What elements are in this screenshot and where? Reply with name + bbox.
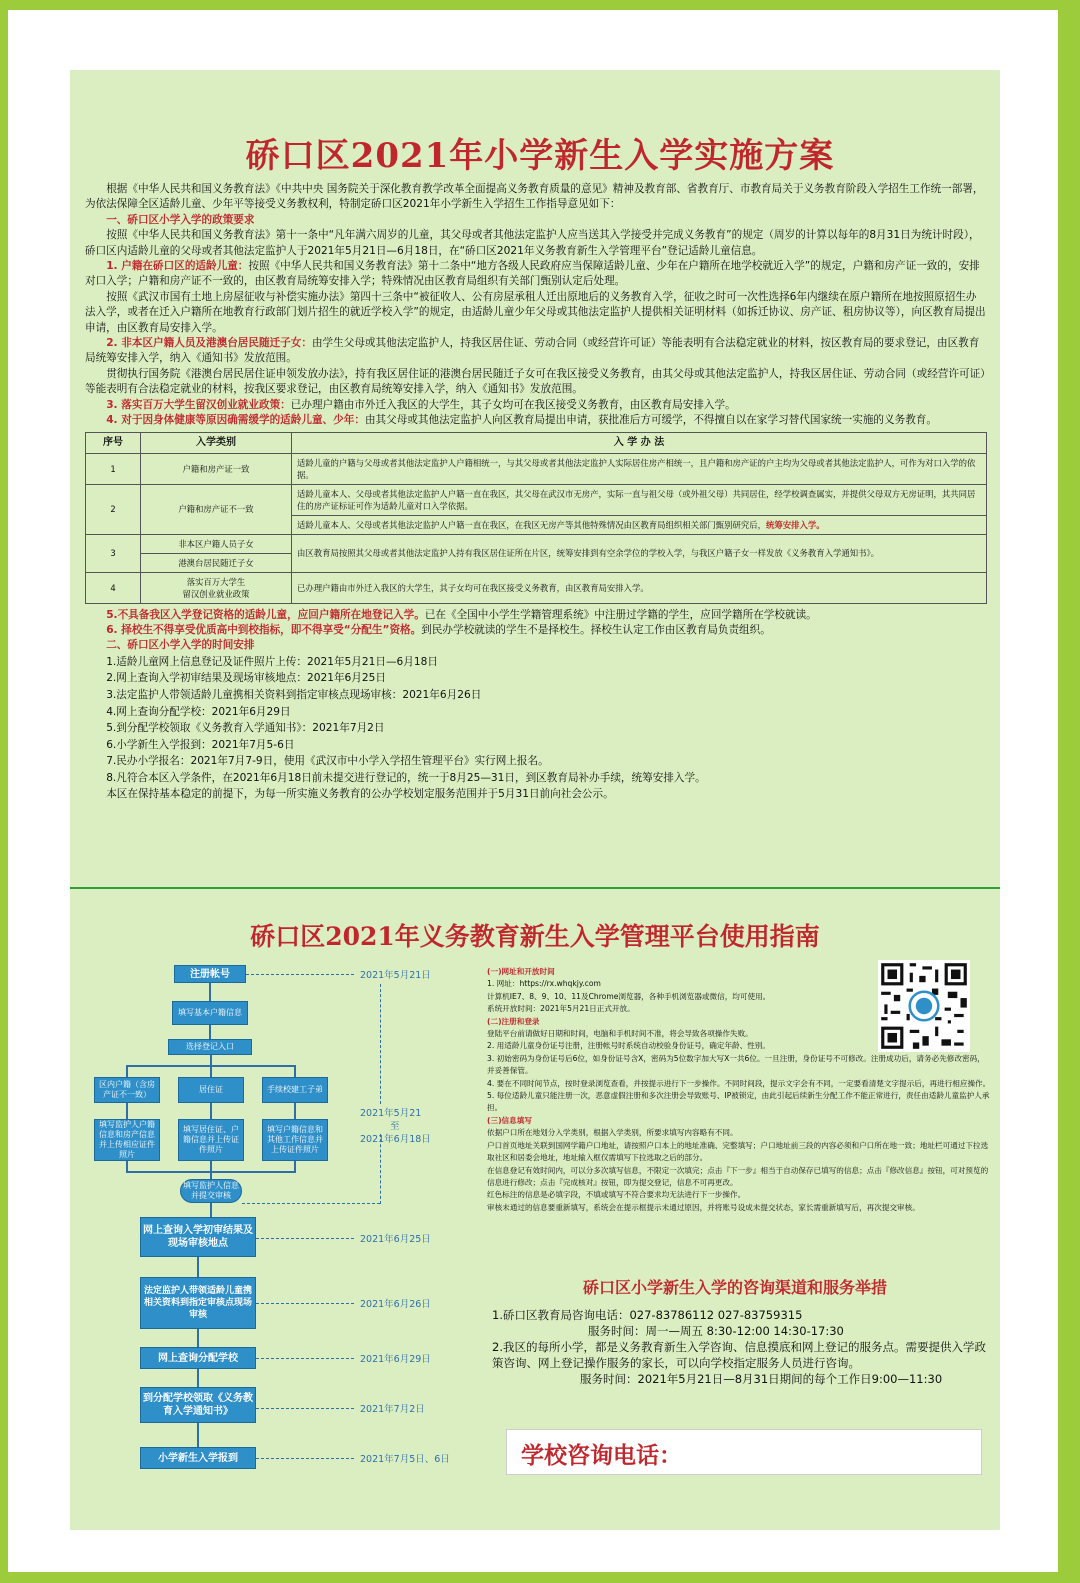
- flow-date-2b: 至: [390, 1121, 400, 1132]
- table-cell: 3: [86, 534, 141, 572]
- flow-timeline-link: [242, 1203, 380, 1204]
- schedule-list: [85, 654, 987, 803]
- flow-connector: [294, 1161, 296, 1171]
- schedule-item: 2.网上查询入学初审结果及现场审核地点：2021年6月25日: [106, 672, 386, 685]
- service-line: 服务时间：2021年5月21日—8月31日期间的每个工作日9:00—11:30: [580, 1372, 943, 1386]
- flow-date-3: 2021年6月25日: [360, 1234, 431, 1245]
- schedule-item: 1.适龄儿童网上信息登记及证件照片上传：2021年5月21日—6月18日: [106, 655, 438, 668]
- guide-text: 依据户口所在地划分入学类别，根据入学类别，所要求填写内容略有不同。: [487, 1128, 738, 1138]
- table-cell-line: 非本区户籍人员子女: [141, 535, 291, 554]
- flow-connector: [294, 1065, 296, 1077]
- guide-text: 计算机IE7、8、9、10、11及Chrome浏览器，各种手机浏览器或微信，均可使用。: [487, 991, 771, 1001]
- flow-connector: [209, 1025, 211, 1039]
- item-1: [85, 259, 987, 290]
- item-4: [85, 413, 987, 428]
- service-info: [492, 1307, 997, 1387]
- flow-connector: [209, 983, 211, 1001]
- table-cell: 由区教育局按照其父母或者其他法定监护人持有我区居住证所在片区，统筹安排到有空余学位的学校入学，与我区户籍子女一样发放《义务教育入学通知书》。: [292, 534, 987, 572]
- table-header-row: [86, 432, 987, 453]
- flow-fill-hmt: 填写户籍信息和其他工作信息并上传证件照片: [262, 1119, 328, 1161]
- guide-title: 硚口区2021年义务教育新生入学管理平台使用指南: [250, 922, 820, 951]
- flow-connector: [197, 1369, 199, 1387]
- schedule-item: 5.到分配学校领取《义务教育入学通知书》：2021年7月2日: [106, 722, 385, 735]
- service-line: 服务时间：周一—周五 8:30-12:00 14:30-17:30: [588, 1324, 844, 1338]
- page-title: 硚口区2021年小学新生入学实施方案: [245, 136, 835, 176]
- flow-connector: [210, 1065, 212, 1077]
- table-cell: 户籍和房产证不一致: [141, 484, 292, 534]
- guide-text: 户口首页地址关联到国网学籍户口地址，请按照户口本上的地址准确、完整填写；户口地址前三段的内容必须和户口所在地一致；地址栏可通过下拉选取社区和居委会地址，地址输入框仅需填写下拉选取之后的部分。: [487, 1140, 989, 1163]
- flow-register: 注册帐号: [174, 965, 246, 983]
- guide-heading-3: (三)信息填写: [487, 1115, 532, 1125]
- flow-connector: [210, 1171, 212, 1179]
- section-1-heading: 一、硚口区小学入学的政策要求: [106, 213, 255, 226]
- item-3-text: 已办理户籍由市外迁入我区的大学生，其子女均可在我区接受义务教育，由区教育局安排入学。: [290, 398, 736, 411]
- flow-date-1: 2021年5月21日: [360, 970, 431, 981]
- table-cell: 适龄儿童本人、父母或者其他法定监护人户籍一直在我区，其父母在武汉市无房产，实际一直与祖父母（或外祖父母）共同居住，经学校调查属实，并提供父母双方无房证明，其共同居住的房产证标证可作为适龄儿童对口入学依据。: [292, 484, 987, 515]
- table-row: [86, 534, 987, 572]
- flow-cat-residence: 居住证: [178, 1077, 244, 1103]
- flow-date-2a: 2021年5月21: [360, 1108, 422, 1119]
- guide-heading-1: (一)网址和开放时间: [487, 967, 555, 976]
- flow-timeline-link: [256, 1458, 354, 1459]
- flow-connector: [126, 1161, 128, 1171]
- flow-connector: [210, 1161, 212, 1171]
- table-cell-highlight: 统筹安排入学。: [766, 519, 825, 530]
- schedule-item: 4.网上查询分配学校：2021年6月29日: [106, 705, 291, 718]
- flow-date-6: 2021年7月2日: [360, 1404, 425, 1415]
- guide-text: 4. 要在不同时间节点，按时登录浏览查看，并按提示进行下一步操作。不同时间段，提示文字会有不同，一定要看清楚文字提示后，再进行相应操作。: [487, 1078, 991, 1088]
- closing-note: 本区在保持基本稳定的前提下，为每一所实施义务教育的公办学校划定服务范围并于5月31日前向社会公示。: [106, 788, 614, 801]
- school-phone-label: 学校咨询电话：: [521, 1443, 682, 1469]
- flow-query-result: 网上查询入学初审结果及现场审核地点: [140, 1217, 256, 1257]
- table-cell: [292, 515, 987, 534]
- schedule-item: 8.凡符合本区入学条件，在2021年6月18日前未提交进行登记的，统一于8月25—31日，到区教育局补办手续，统筹安排入学。: [106, 771, 706, 784]
- flow-date-5: 2021年6月29日: [360, 1354, 431, 1365]
- table-cell: 4: [86, 572, 141, 603]
- policy-document: [85, 182, 987, 803]
- qr-code-icon: [878, 960, 970, 1052]
- flow-date-4: 2021年6月26日: [360, 1299, 431, 1310]
- table-cell-text: 适龄儿童本人、父母或者其他法定监护人户籍一直在我区，在我区无房产等其他特殊情况由区教育局组织相关部门甄别研究后，: [297, 519, 766, 530]
- item-2-extra: 贯彻执行国务院《港澳台居民居住证申领发放办法》，持有我区居住证的港澳台居民随迁子女可在我区接受义务教育，由其父母或其他法定监护人，持我区居住证、劳动合同（或经营许可证）等能表明有合法稳定就业的材料，按我区要求登记，由区教育局统筹安排入学，纳入《通知书》发放范围。: [85, 367, 986, 396]
- guide-text: 3. 初始密码为身份证号后6位，如身份证号含X，密码为5位数字加大写X一共6位。一旦注册，身份证号不可修改。注册成功后，请务必先修改密码，并妥善保管。: [487, 1053, 985, 1076]
- item-5-heading: 5.不具备我区入学登记资格的适龄儿童，应回户籍所在地登记入学。: [106, 608, 425, 621]
- flow-select-entry: 选择登记入口: [168, 1039, 252, 1055]
- flow-date-2c: 2021年6月18日: [360, 1134, 431, 1145]
- flow-connector: [210, 1055, 212, 1065]
- flow-connector: [197, 1329, 199, 1347]
- item-6: [85, 623, 987, 638]
- table-cell: [141, 572, 292, 603]
- flow-timeline-link: [256, 1303, 354, 1304]
- flow-timeline-link: [256, 1238, 354, 1239]
- flow-cat-hmt: 手续校建工子弟: [262, 1077, 328, 1103]
- flow-confirm: 填写监护人信息并提交审核: [180, 1179, 242, 1203]
- flow-timeline-link: [246, 974, 354, 975]
- flow-date-7: 2021年7月5日、6日: [360, 1454, 450, 1465]
- guide-text: 审核未通过的信息要重新填写，系统会在提示框提示未通过原因，并将账号设成未提交状态，家长需重新填写后，再次提交审核。: [487, 1202, 920, 1212]
- flow-timeline-link: [380, 984, 381, 1104]
- flow-notice: 到分配学校领取《义务教育入学通知书》: [140, 1387, 256, 1423]
- flow-fill-residence: 填写居住证、户籍信息并上传证件照片: [178, 1119, 244, 1161]
- item-2: [85, 336, 987, 367]
- flow-connector: [197, 1257, 199, 1277]
- school-phone-box: [506, 1429, 982, 1475]
- item-3: [85, 398, 987, 413]
- service-line: 2.我区的每所小学，都是义务教育新生入学咨询、信息摸底和网上登记的服务点。需要提供入学政策咨询、网上登记操作服务的家长，可以向学校指定服务人员进行咨询。: [492, 1340, 986, 1370]
- admission-table: [85, 432, 987, 604]
- flow-connector: [210, 1203, 212, 1217]
- table-row: [86, 484, 987, 515]
- intro-paragraph: 根据《中华人民共和国义务教育法》《中共中央 国务院关于深化教育教学改革全面提高义务教育质量的意见》精神及教育部、省教育厅、市教育局关于义务教育阶段入学招生工作统一部署，为依法保障全区适龄儿童、少年平等接受义务教权利，特制定硚口区2021年小学新生入学招生工作指导意见如下：: [85, 183, 984, 211]
- guide-top: [487, 966, 867, 1040]
- item-5: [85, 608, 987, 623]
- service-title: 硚口区小学新生入学的咨询渠道和服务举措: [582, 1278, 887, 1297]
- item-5-text: 已在《全国中小学生学籍管理系统》中注册过学籍的学生，应回学籍所在学校就读。: [424, 608, 817, 621]
- table-cell: 1: [86, 453, 141, 484]
- flow-cat-local: 区内户籍（含房产证不一致）: [94, 1077, 160, 1103]
- section-1-paragraph: 按照《中华人民共和国义务教育法》第十一条中“凡年满六周岁的儿童，其父母或者其他法定监护人应当送其入学接受并完成义务教育”的规定（周岁的计算以每年的8月31日为统计时段），硚口区内适龄儿童的父母或者其他法定监护人于2021年5月21日—6月18日，在“硚口区2021年义务教育新生入学管理平台”登记适龄儿童信息。: [85, 229, 980, 257]
- item-4-heading: 4. 对于因身体健康等原因确需缓学的适龄儿童、少年：: [106, 414, 365, 427]
- table-row: [86, 572, 987, 603]
- table-header: 入 学 办 法: [292, 432, 987, 453]
- flow-report: 小学新生入学报到: [140, 1447, 256, 1469]
- table-cell: 适龄儿童的户籍与父母或者其他法定监护人户籍相统一，与其父母或者其他法定监护人实际居住房产相统一，且户籍和房产证的户主均为父母或者其他法定监护人，可作为对口入学的依据。: [292, 453, 987, 484]
- item-1-text: 按照《中华人民共和国义务教育法》第十二条中“地方各级人民政府应当保障适龄儿童、少年在户籍所在地学校就近入学”的规定，户籍和房产证一致的，安排对口入学；户籍和房产证不一致的，由区教育局统筹安排入学；特殊情况由区教育局组织有关部门甄别认定后处理。: [85, 260, 980, 288]
- table-cell: [141, 534, 292, 572]
- service-line: 1.硚口区教育局咨询电话：027-83786112 027-83759315: [492, 1308, 803, 1322]
- schedule-item: 7.民办小学报名：2021年7月7-9日，使用《武汉市中小学入学招生管理平台》实行网上报名。: [106, 755, 549, 768]
- table-header: 入学类别: [141, 432, 292, 453]
- guide-text: 5. 每位适龄儿童只能注册一次，恶意虚假注册和多次注册会导致账号、IP被锁定，由此引起后续新生分配工作不能正常进行，责任由适龄儿童监护人承担。: [487, 1091, 990, 1113]
- table-cell-line: 落实百万大学生: [186, 576, 246, 587]
- table-cell-line: 港澳台居民随迁子女: [178, 557, 254, 568]
- guide-text: 系统开放时间：2021年5月21日正式开放。: [487, 1004, 635, 1014]
- guide-text: 登陆平台前请做好日期和时间，电脑和手机时间不准，将会导致各项操作失败。: [487, 1029, 753, 1039]
- flow-connector: [210, 1103, 212, 1119]
- registration-flowchart: [88, 962, 478, 1482]
- item-2-text: 由学生父母或其他法定监护人，持我区居住证、劳动合同（或经营许可证）等能表明有合法稳定就业的材料，按区教育局的要求登记，由区教育局统筹安排入学，纳入《通知书》发放范围。: [85, 337, 980, 365]
- schedule-item: 6.小学新生入学报到：2021年7月5-6日: [106, 738, 295, 751]
- flow-on-site: 法定监护人带领适龄儿童携相关资料到指定审核点现场审核: [140, 1277, 256, 1329]
- item-2-heading: 2. 非本区户籍人员及港澳台居民随迁子女：: [106, 337, 312, 350]
- guide-text: 红色标注的信息是必填字段，不填或填写不符合要求均无法进行下一步操作。: [487, 1190, 746, 1200]
- flow-connector: [126, 1103, 128, 1119]
- guide-text: 在信息登记有效时间内，可以分多次填写信息，不限定一次填完；点击『下一步』相当于自动保存已填写的信息；点击『修改信息』按钮，可对预览的信息进行修改；点击『完成核对』按钮，即为提交登记，信息不可再更改。: [487, 1165, 989, 1187]
- schedule-item: 3.法定监护人带领适龄儿童携相关资料到指定审核点现场审核：2021年6月26日: [106, 688, 482, 701]
- table-cell: 户籍和房产证一致: [141, 453, 292, 484]
- flow-timeline-link: [256, 1358, 354, 1359]
- guide-text: 2. 用适龄儿童身份证号注册，注册帐号时系统自动校验身份证号，确定年龄、性别。: [487, 1041, 771, 1051]
- item-4-text: 由其父母或其他法定监护人向区教育局提出申请，获批准后方可缓学，不得擅自以在家学习替代国家统一实施的义务教育。: [364, 414, 937, 427]
- flow-fill-basic: 填写基本户籍信息: [172, 1001, 248, 1025]
- table-cell: 2: [86, 484, 141, 534]
- section-divider: [70, 887, 1000, 889]
- flow-connector: [294, 1103, 296, 1119]
- guide-text: 1. 网址：https://rx.whqkjy.com: [487, 979, 601, 989]
- guide-heading-2: (二)注册和登录: [487, 1016, 540, 1026]
- section-2-heading: 二、硚口区小学入学的时间安排: [106, 639, 255, 652]
- item-3-heading: 3. 落实百万大学生留汉创业就业政策：: [106, 398, 291, 411]
- item-1-extra: 按照《武汉市国有土地上房屋征收与补偿实施办法》第四十三条中“被征收人、公有房屋承租人迁出原地后的义务教育入学，征收之时可一次性选择6年内继续在原户籍所在地按照原招生办法入学，或者在迁入户籍所在地教育行政部门划片招生的就近学校入学”的规定，由适龄儿童少年父母或其他法定监护人提供相关证明材料（如拆迁协议、房产证、租房协议等），向区教育局提出申请，由区教育局安排入学。: [85, 290, 986, 334]
- flow-fill-local: 填写监护人户籍信息和房产信息并上传相应证件照片: [94, 1119, 160, 1161]
- flow-timeline-link: [256, 1408, 354, 1409]
- flow-connector: [197, 1423, 199, 1447]
- item-6-heading: 6. 择校生不得享受优质高中到校指标，即不得享受“分配生”资格。: [106, 623, 422, 636]
- item-1-heading: 1. 户籍在硚口区的适龄儿童：: [106, 260, 249, 273]
- flow-connector: [126, 1065, 128, 1077]
- table-header: 序号: [86, 432, 141, 453]
- table-cell-line: 留汉创业就业政策: [182, 588, 250, 599]
- flow-query-school: 网上查询分配学校: [140, 1347, 256, 1369]
- table-cell: 已办理户籍由市外迁入我区的大学生，其子女均可在我区接受义务教育，由区教育局安排入学。: [292, 572, 987, 603]
- table-row: [86, 453, 987, 484]
- item-6-text: 到民办学校就读的学生不是择校生。择校生认定工作由区教育局负责组织。: [421, 623, 771, 636]
